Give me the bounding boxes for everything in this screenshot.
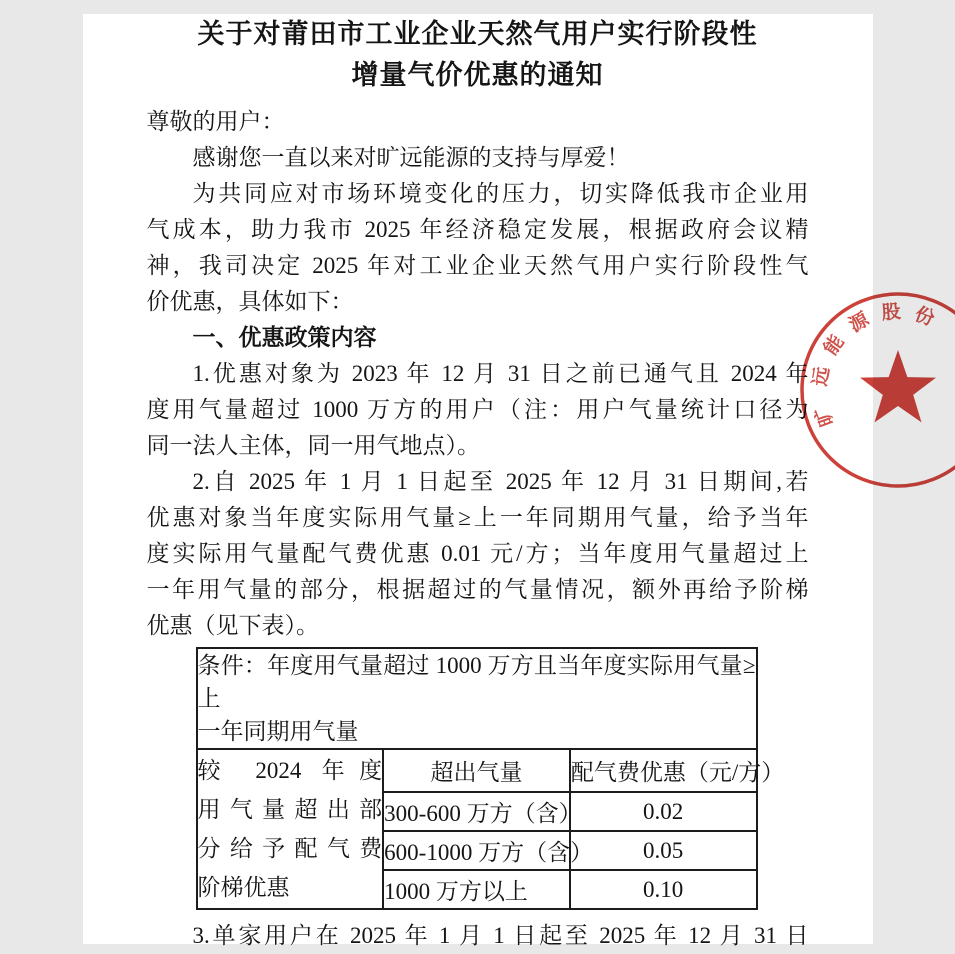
- item1-line: 度用气量超过 1000 万方的用户（注：用户气量统计口径为: [147, 392, 809, 428]
- discount-cell: 0.10: [570, 870, 757, 909]
- table-row-label-cell: [197, 749, 384, 909]
- row-label-line: 分给予配气费: [198, 829, 383, 868]
- item2-line: 一年用气量的部分，根据超过的气量情况，额外再给予阶梯: [147, 572, 809, 608]
- title-line-2: 增量气价优惠的通知: [143, 55, 813, 96]
- item1-line: 1.优惠对象为 2023 年 12 月 31 日之前已通气且 2024 年: [147, 356, 809, 392]
- paragraph-intro-line: 价优惠，具体如下：: [147, 284, 809, 320]
- document-title: [143, 14, 813, 96]
- table-condition-cell: [197, 648, 757, 749]
- column-header-discount: 配气费优惠（元/方）: [570, 749, 757, 792]
- discount-cell: 0.05: [570, 831, 757, 870]
- paragraph-thanks-line: 感谢您一直以来对旷远能源的支持与厚爱！: [147, 140, 809, 176]
- item2-line: 优惠（见下表）。: [147, 608, 809, 644]
- notice-page: [83, 14, 873, 944]
- document-body: [83, 104, 873, 954]
- column-header-volume: 超出气量: [383, 749, 570, 792]
- paragraph-intro-line: 为共同应对市场环境变化的压力，切实降低我市企业用: [147, 176, 809, 212]
- table-condition-row: [197, 648, 757, 749]
- seal-char: 远: [808, 365, 833, 388]
- salutation: 尊敬的用户：: [147, 104, 809, 140]
- table-header-row: [197, 749, 757, 792]
- seal-char: 股: [880, 300, 902, 324]
- item2-line: 优惠对象当年度实际用气量≥上一年同期用气量，给予当年: [147, 500, 809, 536]
- item2-line: 度实际用气量配气费优惠 0.01 元/方；当年度用气量超过上: [147, 536, 809, 572]
- condition-line: 一年同期用气量: [198, 715, 756, 748]
- row-label-line: 阶梯优惠: [198, 868, 383, 907]
- condition-line: 条件：年度用气量超过 1000 万方且当年度实际用气量≥上: [198, 649, 756, 715]
- volume-cell: 600-1000 万方（含）: [383, 831, 570, 870]
- discount-table: [196, 647, 758, 910]
- paragraph-intro-line: 神，我司决定 2025 年对工业企业天然气用户实行阶段性气: [147, 248, 809, 284]
- seal-char: 能: [818, 331, 848, 360]
- row-label-line: 用气量超出部: [198, 790, 383, 829]
- row-label-line: 较 2024 年度: [198, 751, 383, 790]
- seal-char: 源: [845, 308, 873, 337]
- volume-cell: 1000 万方以上: [383, 870, 570, 909]
- item3-line: 3.单家用户在 2025 年 1 月 1 日起至 2025 年 12 月 31 日: [147, 918, 809, 954]
- discount-cell: 0.02: [570, 792, 757, 831]
- volume-cell: 300-600 万方（含）: [383, 792, 570, 831]
- item2-line: 2.自 2025 年 1 月 1 日起至 2025 年 12 月 31 日期间,若: [147, 464, 809, 500]
- paragraph-intro-line: 气成本，助力我市 2025 年经济稳定发展，根据政府会议精: [147, 212, 809, 248]
- seal-char: 旷: [810, 404, 838, 430]
- title-line-1: 关于对莆田市工业企业天然气用户实行阶段性: [143, 14, 813, 55]
- seal-char: 份: [911, 302, 937, 330]
- item1-line: 同一法人主体，同一用气地点）。: [147, 428, 809, 464]
- section-heading: 一、优惠政策内容: [147, 320, 809, 356]
